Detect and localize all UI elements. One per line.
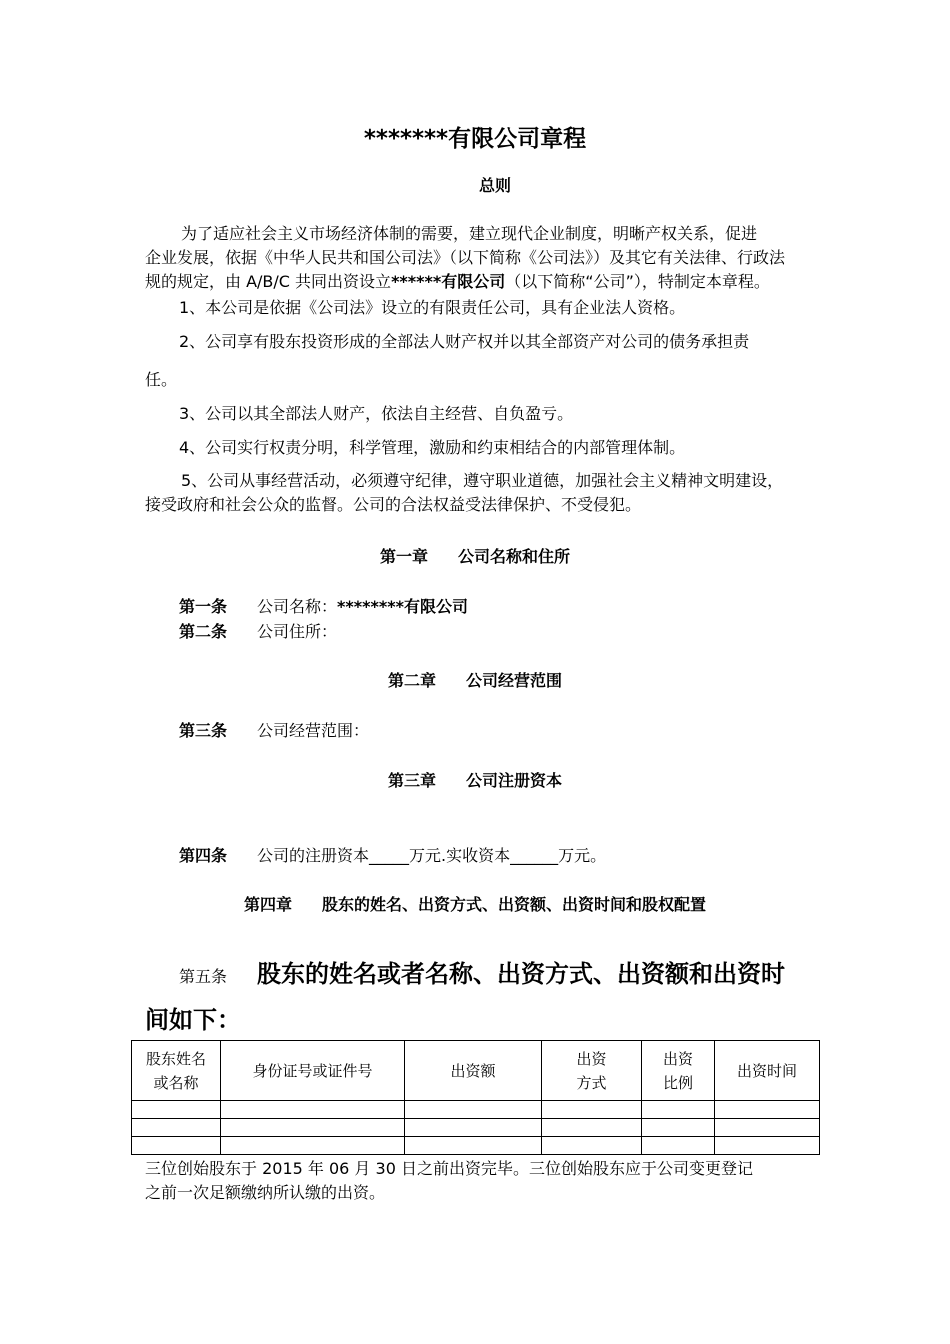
col-ratio-line-1: 出资 [662,1049,693,1068]
chapter-3-heading [0,768,950,791]
section-title-general: 总则 [478,176,511,195]
intro-line-2: 企业发展，依据《中华人民共和国公司法》（以下简称《公司法》）及其它有关法律、行政法 [145,248,786,267]
item-3: 3、公司以其全部法人财产，依法自主经营、自负盈亏。 [179,404,574,423]
col-method-line-2: 方式 [576,1073,607,1092]
article-2-text: 公司住所： [257,622,338,641]
article-4-label: 第四条 [179,846,228,865]
company-name-bold: ******有限公司 [391,272,506,291]
article-5-line-1 [179,954,785,989]
intro-line-3 [145,270,770,294]
chapter-1-number: 第一章 [379,547,428,566]
intro-line-3a: 规的规定，由 A/B/C 共同出资设立 [145,272,392,291]
article-3 [179,718,369,741]
item-5-line-1: 5、公司从事经营活动，必须遵守纪律，遵守职业道德，加强社会主义精神文明建设， [181,471,784,490]
article-2 [179,619,337,642]
item-5-line-2: 接受政府和社会公众的监督。公司的合法权益受法律保护、不受侵犯。 [145,495,642,514]
intro-line-1: 为了适应社会主义市场经济体制的需要，建立现代企业制度，明晰产权关系，促进 [181,224,758,243]
item-2-line-1: 2、公司享有股东投资形成的全部法人财产权并以其全部资产对公司的债务承担责 [179,332,750,351]
table-row [132,1137,820,1155]
chapter-2-number: 第二章 [387,671,436,690]
col-shareholder-name-line-2: 或名称 [153,1073,199,1092]
chapter-2-heading [0,668,950,691]
article-5-line-2: 间如下： [145,1006,241,1034]
chapter-2-name: 公司经营范围 [466,671,563,690]
article-1-company-name: ********有限公司 [337,597,468,616]
chapter-1-name: 公司名称和住所 [458,547,571,566]
document-title: *******有限公司章程 [363,126,587,152]
article-4-text: 公司的注册资本_____万元.实收资本______万元。 [257,846,607,865]
chapter-1-heading [0,544,950,567]
footer-line-1: 三位创始股东于 2015 年 06 月 30 日之前出资完毕。三位创始股东应于公司变更登记 [145,1159,753,1178]
chapter-4-heading [0,892,950,915]
col-id-number: 身份证号或证件号 [221,1041,405,1101]
col-shareholder-name-line-1: 股东姓名 [145,1049,206,1068]
col-time: 出资时间 [715,1041,820,1101]
item-2-line-2: 任。 [145,370,178,389]
article-5-text: 股东的姓名或者名称、出资方式、出资额和出资时 [257,960,785,988]
col-shareholder-name [132,1041,221,1101]
article-3-text: 公司经营范围： [257,721,370,740]
article-1 [179,594,468,617]
article-2-label: 第二条 [179,622,228,641]
chapter-3-name: 公司注册资本 [466,771,563,790]
article-3-label: 第三条 [179,721,228,740]
col-ratio [642,1041,715,1101]
table-row [132,1101,820,1119]
chapter-3-number: 第三章 [387,771,436,790]
table-header-row [132,1041,820,1101]
chapter-4-number: 第四章 [243,895,292,914]
article-5-label: 第五条 [179,967,228,986]
col-ratio-line-2: 比例 [662,1073,693,1092]
article-1-label: 第一条 [179,597,228,616]
item-1: 1、本公司是依据《公司法》设立的有限责任公司，具有企业法人资格。 [179,298,686,317]
article-4 [179,843,606,866]
col-method-line-1: 出资 [576,1049,607,1068]
table-row [132,1119,820,1137]
shareholder-table [131,1040,820,1155]
col-method [542,1041,642,1101]
article-1-text: 公司名称： [257,597,338,616]
col-amount: 出资额 [405,1041,542,1101]
item-4: 4、公司实行权责分明，科学管理，激励和约束相结合的内部管理体制。 [179,438,686,457]
intro-line-3b: （以下简称“公司”），特制定本章程。 [505,272,770,291]
chapter-4-name: 股东的姓名、出资方式、出资额、出资时间和股权配置 [322,895,707,914]
footer-line-2: 之前一次足额缴纳所认缴的出资。 [145,1183,386,1202]
